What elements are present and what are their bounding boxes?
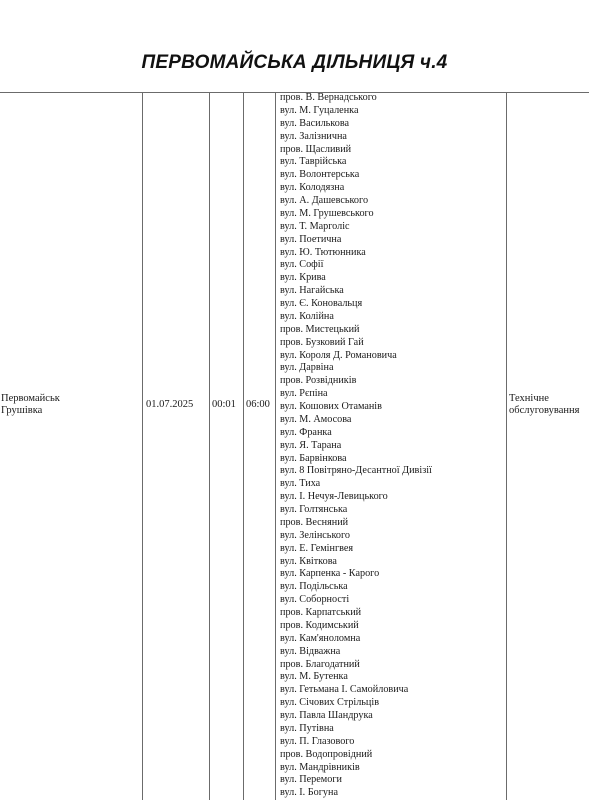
street-item: пров. Кодимський: [280, 619, 359, 631]
street-item: пров. Водопровідний: [280, 748, 373, 760]
street-item: вул. Таврійська: [280, 156, 347, 168]
street-item: вул. Січових Стрільців: [280, 697, 380, 709]
street-item: пров. Бузковий Гай: [280, 336, 364, 348]
street-item: пров. Щасливий: [280, 143, 352, 155]
street-item: пров. Благодатний: [280, 658, 360, 670]
street-item: пров. В. Вернадського: [280, 92, 377, 103]
street-item: вул. Є. Коновальця: [280, 298, 363, 309]
street-item: вул. Кам'яноломна: [280, 632, 361, 644]
street-item: пров. Мистецький: [280, 323, 360, 335]
street-item: вул. Мандрівників: [280, 761, 360, 773]
street-item: вул. А. Дашевського: [280, 195, 369, 206]
street-item: вул. Квіткова: [280, 555, 337, 567]
start-time-cell: 00:01: [212, 399, 236, 410]
reason-line: Технічне: [509, 393, 549, 404]
street-item: вул. І. Нечуя-Левицького: [280, 491, 388, 503]
settlement-cell: [1, 393, 60, 417]
street-item: вул. Колійна: [280, 310, 334, 322]
street-item: вул. Подільська: [280, 581, 348, 593]
street-item: вул. М. Бутенка: [280, 671, 348, 683]
outage-table: [0, 92, 589, 800]
street-item: вул. Рєпіна: [280, 388, 328, 400]
page-title: ПЕРВОМАЙСЬКА ДІЛЬНИЦЯ ч.4: [141, 52, 448, 73]
street-item: вул. Карпенка - Карого: [280, 568, 380, 580]
street-item: вул. Нагайська: [280, 285, 344, 297]
street-item: вул. Софії: [280, 259, 324, 271]
column-divider: [142, 92, 143, 800]
street-item: вул. М. Амосова: [280, 413, 352, 425]
date-cell: 01.07.2025: [146, 399, 194, 410]
street-item: вул. Я. Тарана: [280, 439, 342, 451]
street-item: пров. Карпатський: [280, 607, 362, 618]
street-item: вул. Дарвіна: [280, 362, 334, 374]
column-divider: [243, 92, 244, 800]
street-item: вул. 8 Повітряно-Десантної Дивізії: [280, 465, 432, 477]
street-item: вул. Колодязна: [280, 182, 345, 194]
street-item: вул. Павла Шандрука: [280, 710, 373, 721]
street-item: вул. І. Богуна: [280, 787, 338, 799]
street-item: вул. Кошових Отаманів: [280, 401, 382, 412]
column-divider: [275, 92, 276, 800]
street-item: вул. Поетична: [280, 233, 342, 245]
street-item: вул. Е. Гемінгвея: [280, 542, 354, 554]
street-item: вул. Франка: [280, 426, 332, 438]
street-item: вул. Волонтерська: [280, 169, 360, 181]
street-item: вул. Тиха: [280, 478, 321, 490]
street-item: вул. М. Грушевського: [280, 207, 374, 219]
street-item: вул. Короля Д. Романовича: [280, 349, 397, 361]
street-item: вул. Зелінського: [280, 529, 350, 541]
street-item: вул. М. Гуцаленка: [280, 104, 359, 116]
street-item: вул. Крива: [280, 272, 326, 284]
reason-cell: [509, 393, 579, 417]
street-item: вул. Ю. Тютюнника: [280, 246, 366, 258]
reason-line: обслуговування: [509, 405, 580, 416]
settlement-line: Грушівка: [1, 405, 43, 416]
street-item: пров. Весняний: [280, 516, 349, 528]
street-item: вул. Гетьмана І. Самойловича: [280, 684, 409, 696]
street-item: вул. Путівна: [280, 722, 334, 734]
street-item: вул. П. Глазового: [280, 735, 355, 747]
street-item: вул. Перемоги: [280, 774, 342, 786]
settlement-line: Первомайськ: [1, 393, 60, 404]
column-divider: [506, 92, 507, 800]
street-item: вул. Василькова: [280, 117, 350, 129]
street-item: вул. Голтянська: [280, 504, 348, 515]
street-item: вул. Т. Марголіс: [280, 220, 350, 232]
street-item: вул. Барвінкова: [280, 452, 347, 464]
end-time-cell: 06:00: [246, 399, 270, 410]
column-divider: [209, 92, 210, 800]
street-list: [280, 92, 432, 800]
street-item: пров. Розвідників: [280, 375, 357, 387]
street-item: вул. Відважна: [280, 645, 341, 657]
street-item: вул. Соборності: [280, 594, 350, 606]
street-item: вул. Залізнична: [280, 130, 347, 142]
